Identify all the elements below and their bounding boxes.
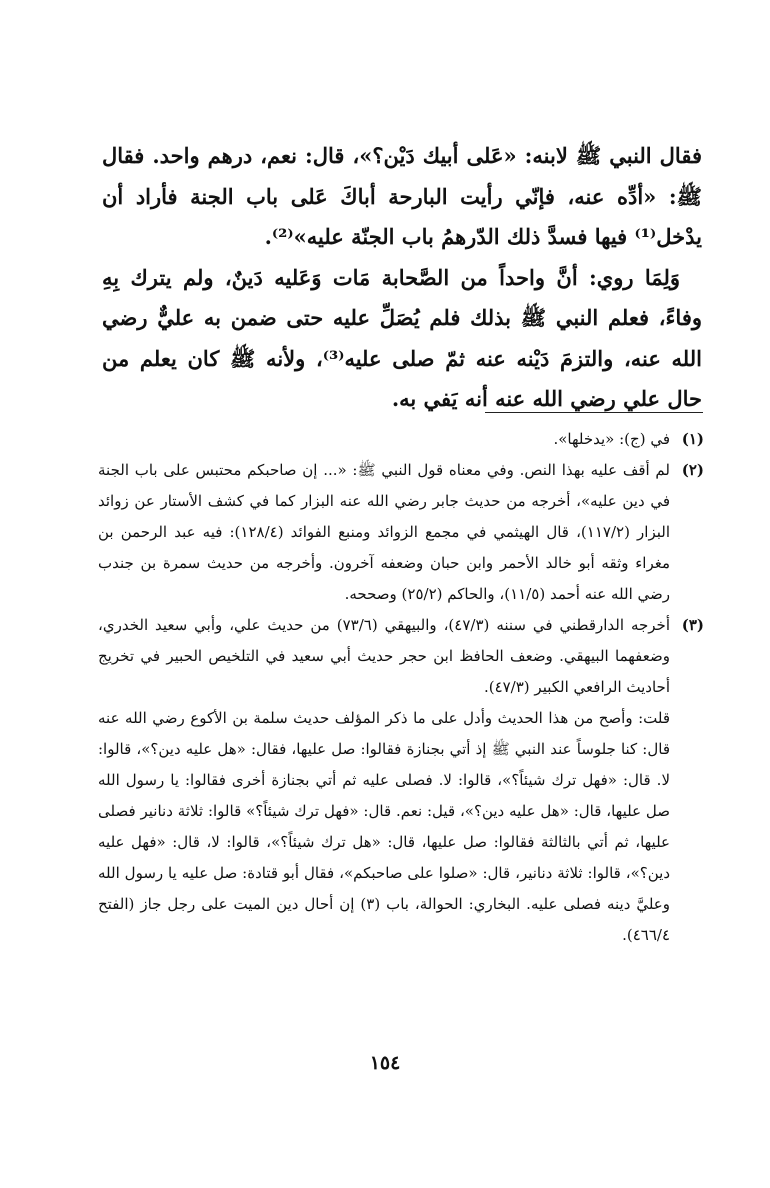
footnote-1 — [98, 424, 704, 455]
footnote-3 — [98, 610, 704, 951]
footnote-text: أخرجه الدارقطني في سننه (٤٧/٣)، والبيهقي (٧٣/٦) من حديث علي، وأبي سعيد الخدري، وضعفهما البيهقي. وضعف الحافظ ابن حجر حديث أبي سعيد في التلخيص الحبير في تخريج أحاديث الرافعي الكبير (٤٧/٣). — [98, 616, 670, 696]
footnote-text: لم أقف عليه بهذا النص. وفي معناه قول النبي ﷺ: «... إن صاحبكم محتبس على باب الجنة في دين عليه»، أخرجه من حديث جابر رضي الله عنه البزار كما في كشف الأستار عن زوائد البزار (١١٧/٢)، قال الهيثمي في مجمع الزوائد ومنبع الفوائد (١٢٨/٤): فيه عبد الرحمن بن مغراء وثقه أبو خالد الأحمر وابن حبان وضعفه آخرون. وأخرجه من حديث سمرة بن جندب رضي الله عنه أحمد (١١/٥)، والحاكم (٢٥/٢) وصححه. — [98, 461, 670, 603]
footnote-2 — [98, 455, 704, 610]
footnote-number: (٢) — [681, 461, 704, 479]
footnotes — [98, 424, 704, 951]
footnote-separator — [485, 412, 703, 413]
main-paragraph-1: فقال النبي ﷺ لابنه: «عَلى أبيك دَيْن؟»، قال: نعم، درهم واحد. فقال ﷺ: «أدِّه عنه، فإنّي رأيت البارحة أباكَ عَلى باب الجنة فأراد أن يدْخل⁽¹⁾ فيها فسدَّ ذلك الدّرهمُ باب الجنّة عليه»⁽²⁾. — [102, 143, 702, 249]
main-text — [102, 136, 702, 420]
footnote-number: (٣) — [681, 616, 704, 634]
footnote-text: في (ج): «يدخلها». — [553, 430, 670, 448]
footnote-text-continued: قلت: وأصح من هذا الحديث وأدل على ما ذكر المؤلف حديث سلمة بن الأكوع رضي الله عنه قال: كنا جلوساً عند النبي ﷺ إذ أتي بجنازة فقالوا: صل عليها، فقال: «هل عليه دين؟»، قالوا: لا. قال: «فهل ترك شيئاً؟»، قالوا: لا. فصلى عليه ثم أتي بجنازة أخرى فقالوا: يا رسول الله صل عليها، قال: «هل عليه دين؟»، قيل: نعم. قال: «فهل ترك شيئاً؟» قالوا: ثلاثة دنانير فصلى عليها، ثم أتي بالثالثة فقالوا: صل عليها، قال: «هل ترك شيئاً؟»، قالوا: لا، قال: «فهل عليه دين؟»، قالوا: ثلاثة دنانير، قال: «صلوا على صاحبكم»، فقال أبو قتادة: صل عليه يا رسول الله وعليَّ دينه فصلى عليه. البخاري: الحوالة، باب (٣) إن أحال دين الميت على رجل جاز (الفتح ٤٦٦/٤). — [98, 709, 670, 944]
page-number: ١٥٤ — [369, 1052, 401, 1074]
main-paragraph-2: وَلِمَا روي: أنَّ واحداً من الصَّحابة مَات وَعَليه دَينٌ، ولم يترك بِهِ وفاءً، فعلم النبي ﷺ بذلك فلم يُصَلِّ عليه حتى ضمن به عليٌّ رضي الله عنه، والتزمَ دَيْنه عنه ثمّ صلى عليه⁽³⁾، ولأنه ﷺ كان يعلم من حال علي رضي الله عنه أنه يَفي به. — [102, 264, 702, 411]
footnote-number: (١) — [681, 430, 704, 448]
